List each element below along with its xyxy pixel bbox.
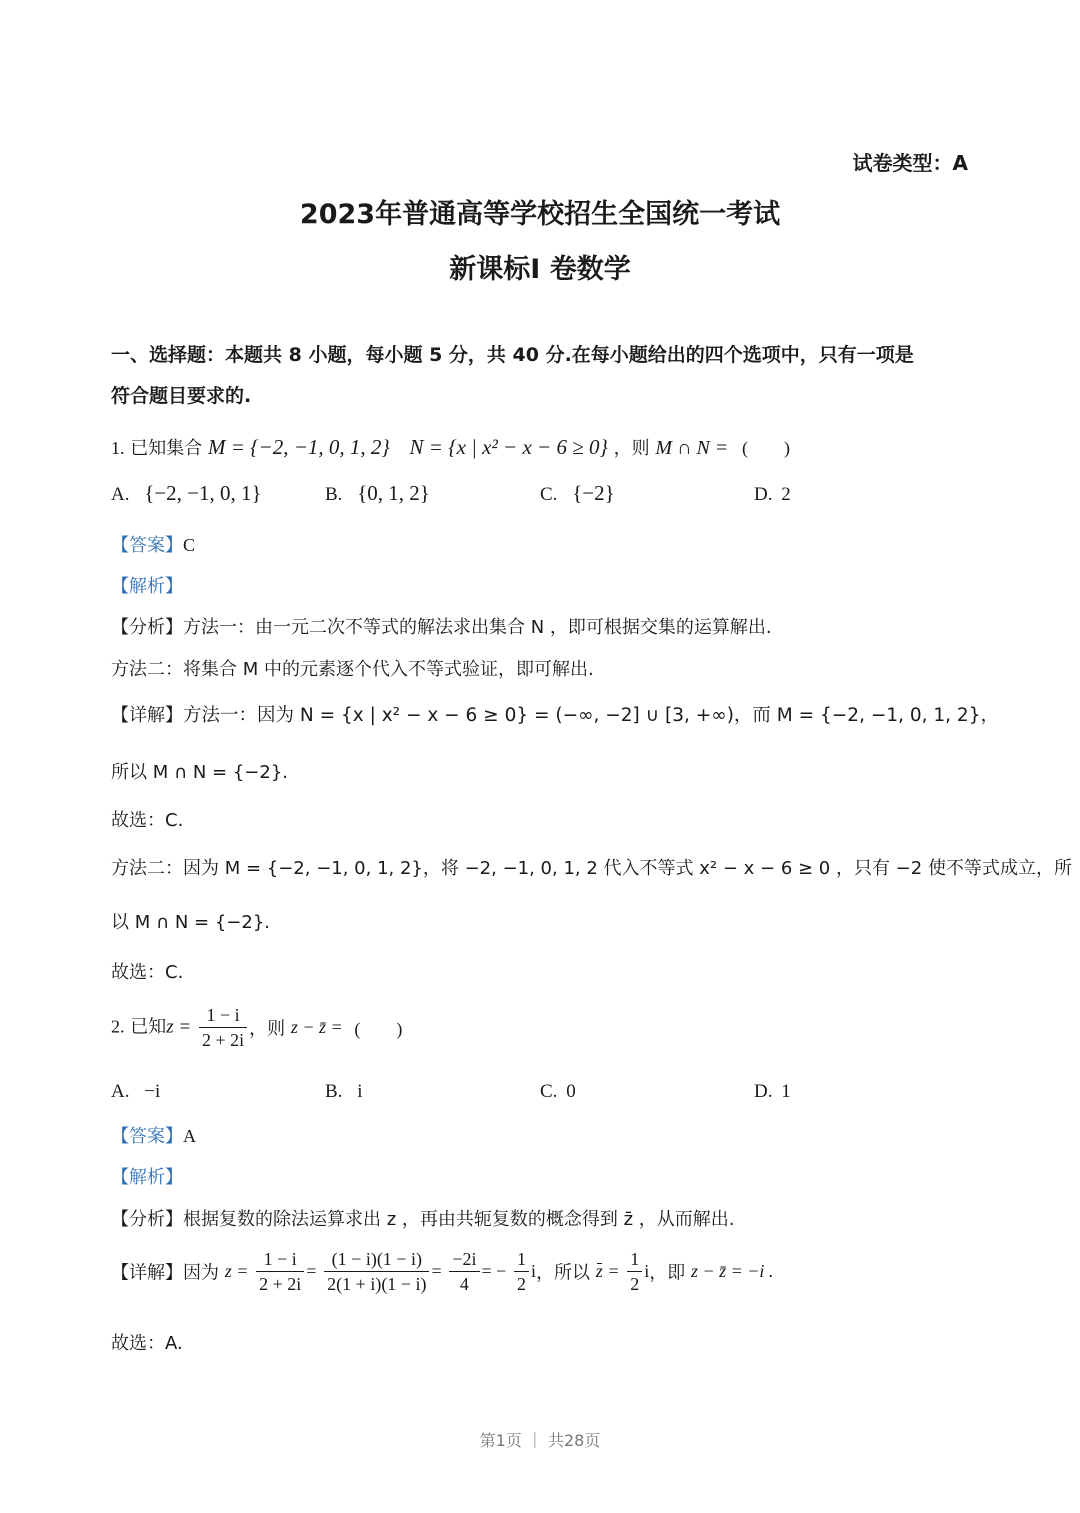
question-1-stem — [111, 425, 790, 471]
question-number: 1. — [111, 438, 125, 458]
answer-line — [111, 531, 195, 557]
detail-text: ，所以 — [536, 1262, 591, 1284]
detail-text: 因为 — [183, 1262, 219, 1284]
answer-paren: ( ) — [742, 438, 791, 458]
fraction-numerator: 1 — [627, 1247, 642, 1272]
z-var: z = — [224, 1261, 249, 1281]
fraction-3 — [449, 1247, 479, 1296]
answer-paren: ( ) — [354, 1018, 403, 1039]
fraction-4 — [514, 1247, 529, 1296]
option-label: C. — [540, 1081, 558, 1102]
option-label: B. — [325, 484, 343, 505]
q2-detail-line — [111, 1247, 773, 1296]
equals-sign: = − — [481, 1261, 507, 1281]
question-text: 已知 — [130, 1016, 167, 1038]
option-d — [754, 1081, 791, 1103]
imag-unit: i — [644, 1261, 650, 1281]
choose-line: 故选：C. — [111, 810, 184, 831]
equals-sign: = — [431, 1261, 442, 1281]
method2-detail-line2: 以 M ∩ N = {−2}. — [111, 912, 271, 933]
z-equals: z = — [166, 1016, 192, 1038]
detail-line — [111, 701, 999, 727]
method2-line: 方法二：将集合 M 中的元素逐个代入不等式验证，即可解出. — [111, 659, 594, 680]
paper-type-label: 试卷类型：A — [852, 151, 968, 175]
fraction-numerator: 1 — [514, 1247, 529, 1272]
question-2-stem — [111, 1003, 402, 1052]
z-minus-conj: z − z̄ = — [290, 1017, 343, 1037]
fraction-denominator: 2(1 + i)(1 − i) — [327, 1274, 427, 1294]
detail-tag: 【详解】 — [111, 1262, 183, 1284]
fenxi-text: 根据复数的除法运算求出 z ，再由共轭复数的概念得到 z̄ ，从而解出. — [183, 1209, 735, 1230]
analysis-tag: 【解析】 — [111, 576, 183, 597]
option-label: D. — [754, 1081, 773, 1102]
intersection-expr: M ∩ N = — [655, 437, 729, 459]
answer-value: C — [183, 535, 196, 555]
z-conj: z = — [595, 1261, 620, 1281]
question-text: ，则 — [249, 1018, 286, 1040]
option-label: B. — [325, 1081, 343, 1102]
fraction-numerator: 1 − i — [199, 1003, 247, 1028]
option-text: {−2, −1, 0, 1} — [144, 481, 262, 505]
section-heading-line1: 一、选择题：本题共 8 小题，每小题 5 分，共 40 分.在每小题给出的四个选项中，只有一项是 — [111, 344, 914, 366]
option-text: 2 — [781, 484, 791, 505]
fraction-numerator: 1 − i — [256, 1247, 304, 1272]
fraction-denominator: 2 — [517, 1274, 527, 1294]
option-a — [111, 1081, 160, 1103]
choose-line: 故选：A. — [111, 1333, 183, 1354]
answer-tag: 【答案】 — [111, 1126, 183, 1147]
answer-tag: 【答案】 — [111, 535, 183, 556]
fraction-1 — [256, 1247, 304, 1296]
option-c — [540, 481, 615, 506]
analysis-tag: 【解析】 — [111, 1167, 183, 1188]
answer-line — [111, 1122, 196, 1148]
option-c — [540, 1081, 576, 1103]
fenxi-tag: 【分析】 — [111, 1209, 183, 1230]
option-a — [111, 481, 262, 506]
option-label: A. — [111, 1081, 130, 1102]
question-number: 2. — [111, 1016, 125, 1037]
detail-text: ，即 — [649, 1262, 686, 1284]
option-b — [325, 1081, 362, 1103]
option-b — [325, 481, 430, 506]
question-text: 已知集合 — [130, 438, 203, 459]
option-text: {0, 1, 2} — [357, 481, 430, 505]
fraction-denominator: 4 — [459, 1274, 469, 1294]
method2-detail-line1: 方法二：因为 M = {−2, −1, 0, 1, 2}，将 −2, −1, 0, 1, 2 代入不等式 x² − x − 6 ≥ 0 ，只有 −2 使不等式成立，所 — [111, 858, 1072, 879]
option-label: D. — [754, 484, 773, 505]
fraction — [199, 1003, 247, 1052]
fraction-denominator: 2 + 2i — [259, 1274, 302, 1294]
detail-text: 方法一：因为 N = {x | x² − x − 6 ≥ 0} = (−∞, −2] ∪ [3, +∞)，而 M = {−2, −1, 0, 1, 2}， — [183, 705, 999, 726]
option-label: C. — [540, 484, 558, 505]
option-text: −i — [144, 1081, 161, 1102]
option-text: {−2} — [572, 481, 615, 505]
answer-value: A — [183, 1126, 196, 1146]
detail-line2: 所以 M ∩ N = {−2}. — [111, 762, 289, 783]
imag-unit: i — [531, 1261, 537, 1281]
final-expr: z − z̄ = −i . — [690, 1261, 774, 1281]
fenxi-tag: 【分析】 — [111, 617, 183, 638]
question-text: ，则 — [613, 438, 650, 459]
choose-line: 故选：C. — [111, 962, 184, 983]
detail-tag: 【详解】 — [111, 705, 183, 726]
page-indicator: 第1页 ｜ 共28页 — [479, 1431, 601, 1450]
set-n: N = {x | x² − x − 6 ≥ 0} — [409, 435, 608, 459]
fenxi-line — [111, 1205, 735, 1231]
fenxi-text: 方法一：由一元二次不等式的解法求出集合 N ，即可根据交集的运算解出. — [183, 617, 772, 638]
option-label: A. — [111, 484, 130, 505]
exam-title: 2023年普通高等学校招生全国统一考试 — [299, 199, 781, 230]
fraction-numerator: (1 − i)(1 − i) — [324, 1247, 429, 1272]
fraction-denominator: 2 — [630, 1274, 640, 1294]
fraction-numerator: −2i — [449, 1247, 479, 1272]
section-heading-line2: 符合题目要求的. — [111, 385, 252, 407]
fenxi-line — [111, 613, 772, 639]
option-text: i — [357, 1081, 363, 1102]
option-text: 1 — [781, 1081, 791, 1102]
fraction-2 — [324, 1247, 429, 1296]
exam-subtitle: 新课标I 卷数学 — [449, 254, 631, 285]
fraction-denominator: 2 + 2i — [201, 1030, 245, 1050]
option-text: 0 — [566, 1081, 576, 1102]
set-m: M = {−2, −1, 0, 1, 2} — [207, 435, 390, 459]
option-d — [754, 484, 791, 506]
equals-sign: = — [306, 1261, 317, 1281]
fraction-5 — [627, 1247, 642, 1296]
